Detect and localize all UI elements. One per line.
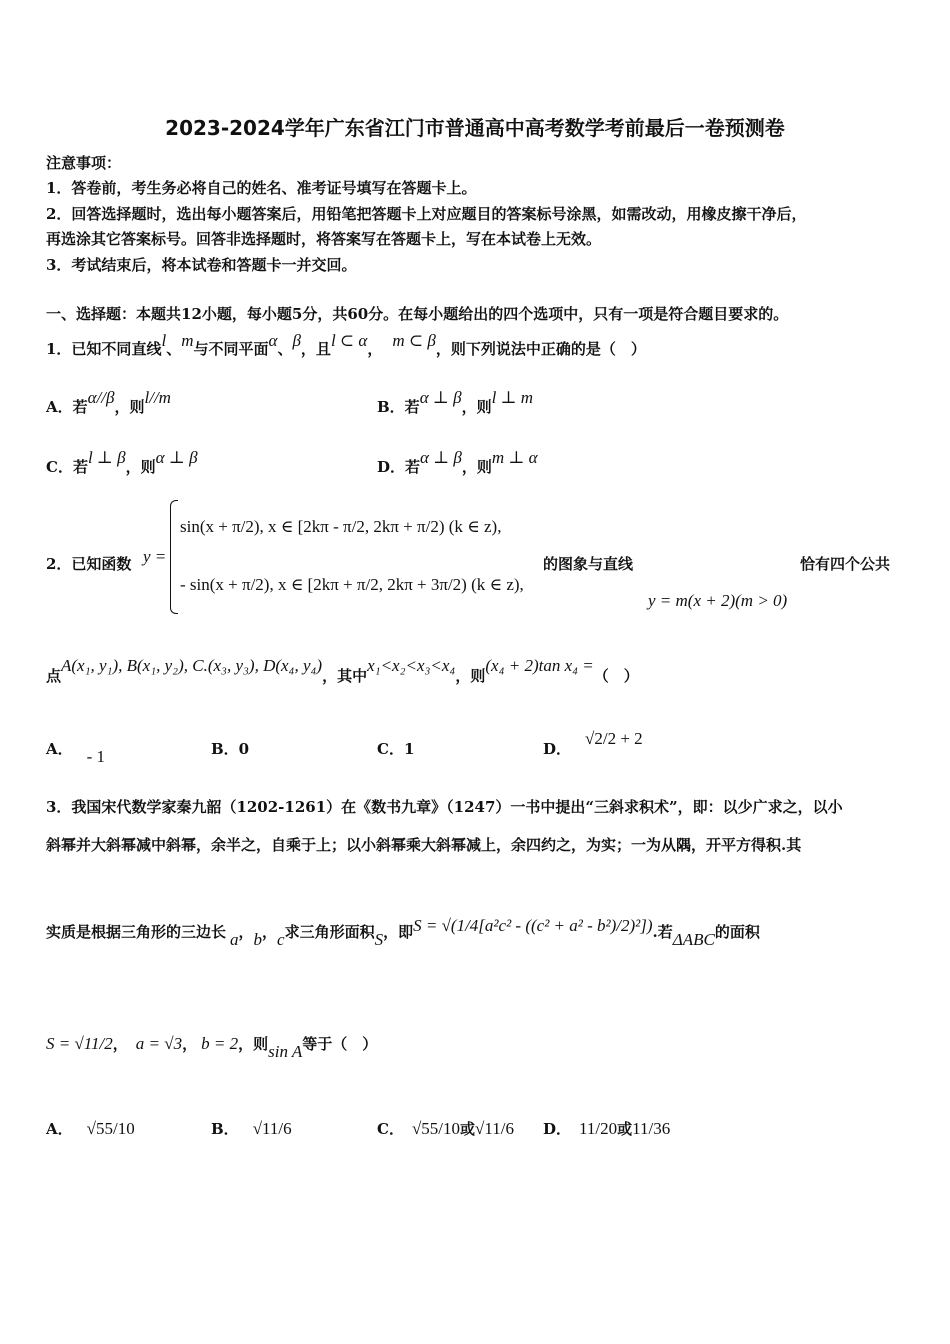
q1-option-c: C．若l ⊥ β，则α ⊥ β — [46, 448, 198, 476]
q3-line-2: 斜幂并大斜幂减中斜幂，余半之，自乘于上；以小斜幂乘大斜幂减上，余四约之，为实；一为从隅，开平方得积.其 — [46, 836, 802, 854]
q3-line-1: 3．我国宋代数学家秦九韶（1202-1261）在《数书九章》（1247）一书中提出“三斜求积术”，即：以少广求之，以小 — [46, 798, 843, 816]
q1-option-d: D．若α ⊥ β，则m ⊥ α — [377, 448, 538, 476]
q3-line-4: S = √11/2， a = √3， b = 2，则sin A等于（ ） — [46, 1034, 378, 1061]
q2-case-2: - sin(x + π/2), x ∈ [2kπ + π/2, 2kπ + 3π/2) (k ∈ z), — [180, 575, 524, 594]
q2-stem-c: 恰有四个公共 — [800, 555, 891, 573]
q2-option-a: A． - 1 — [46, 740, 106, 766]
q1-option-b: B．若α ⊥ β，则l ⊥ m — [377, 388, 534, 416]
question-1-stem: 1．已知不同直线l、m与不同平面α、β，且l ⊂ α， m ⊂ β，则下列说法中正确的是（ ） — [46, 331, 646, 358]
question-2-stem-a: 2．已知函数 — [46, 555, 132, 573]
notice-heading: 注意事项： — [46, 154, 122, 172]
q3-option-b: B． √11/6 — [211, 1119, 292, 1138]
notice-item-1: 1．答卷前，考生务必将自己的姓名、准考证号填写在答题卡上。 — [46, 179, 477, 197]
section-heading: 一、选择题：本题共12小题，每小题5分，共60分。在每小题给出的四个选项中，只有一项是符合题目要求的。 — [46, 305, 789, 323]
q2-stem-b: 的图象与直线 — [543, 555, 634, 573]
notice-item-2: 2．回答选择题时，选出每小题答案后，用铅笔把答题卡上对应题目的答案标号涂黑，如需改动，用橡皮擦干净后， — [46, 205, 807, 223]
q2-option-b: B．0 — [211, 740, 250, 758]
q3-line-3: 实质是根据三角形的三边长 a，b，c求三角形面积S，即S = √(1/4[a²c² - ((c² + a² - b²)/2)²]).若ΔABC的面积 — [46, 916, 760, 949]
q1-option-a: A．若α//β，则l//m — [46, 388, 171, 416]
q2-brace — [170, 500, 178, 614]
q2-y-equals: y = — [143, 547, 167, 566]
q2-case-1: sin(x + π/2), x ∈ [2kπ - π/2, 2kπ + π/2) (k ∈ z), — [180, 517, 502, 536]
q3-option-c: C． √55/10或√11/6 — [377, 1119, 514, 1138]
q3-option-d: D． 11/20或11/36 — [543, 1119, 671, 1138]
q2-points-line: 点A(x₁, y₁), B(x₁, y₂), C.(x₃, y₃), D(x₄, y₄)，其中x₁<x₂<x₃<x₄，则(x₄ + 2)tan x₄ =（ ） — [46, 656, 639, 685]
page-title: 2023-2024学年广东省江门市普通高中高考数学考前最后一卷预测卷 — [165, 116, 785, 140]
q3-option-a: A． √55/10 — [46, 1119, 135, 1138]
q2-line-equation: y = m(x + 2)(m > 0) — [648, 591, 788, 610]
q2-option-c: C．1 — [377, 740, 415, 758]
q2-option-d: D．√2/2 + 2 — [543, 729, 643, 758]
notice-item-3: 3．考试结束后，将本试卷和答题卡一并交回。 — [46, 256, 357, 274]
notice-item-2-cont: 再选涂其它答案标号。回答非选择题时，将答案写在答题卡上，写在本试卷上无效。 — [46, 230, 602, 248]
